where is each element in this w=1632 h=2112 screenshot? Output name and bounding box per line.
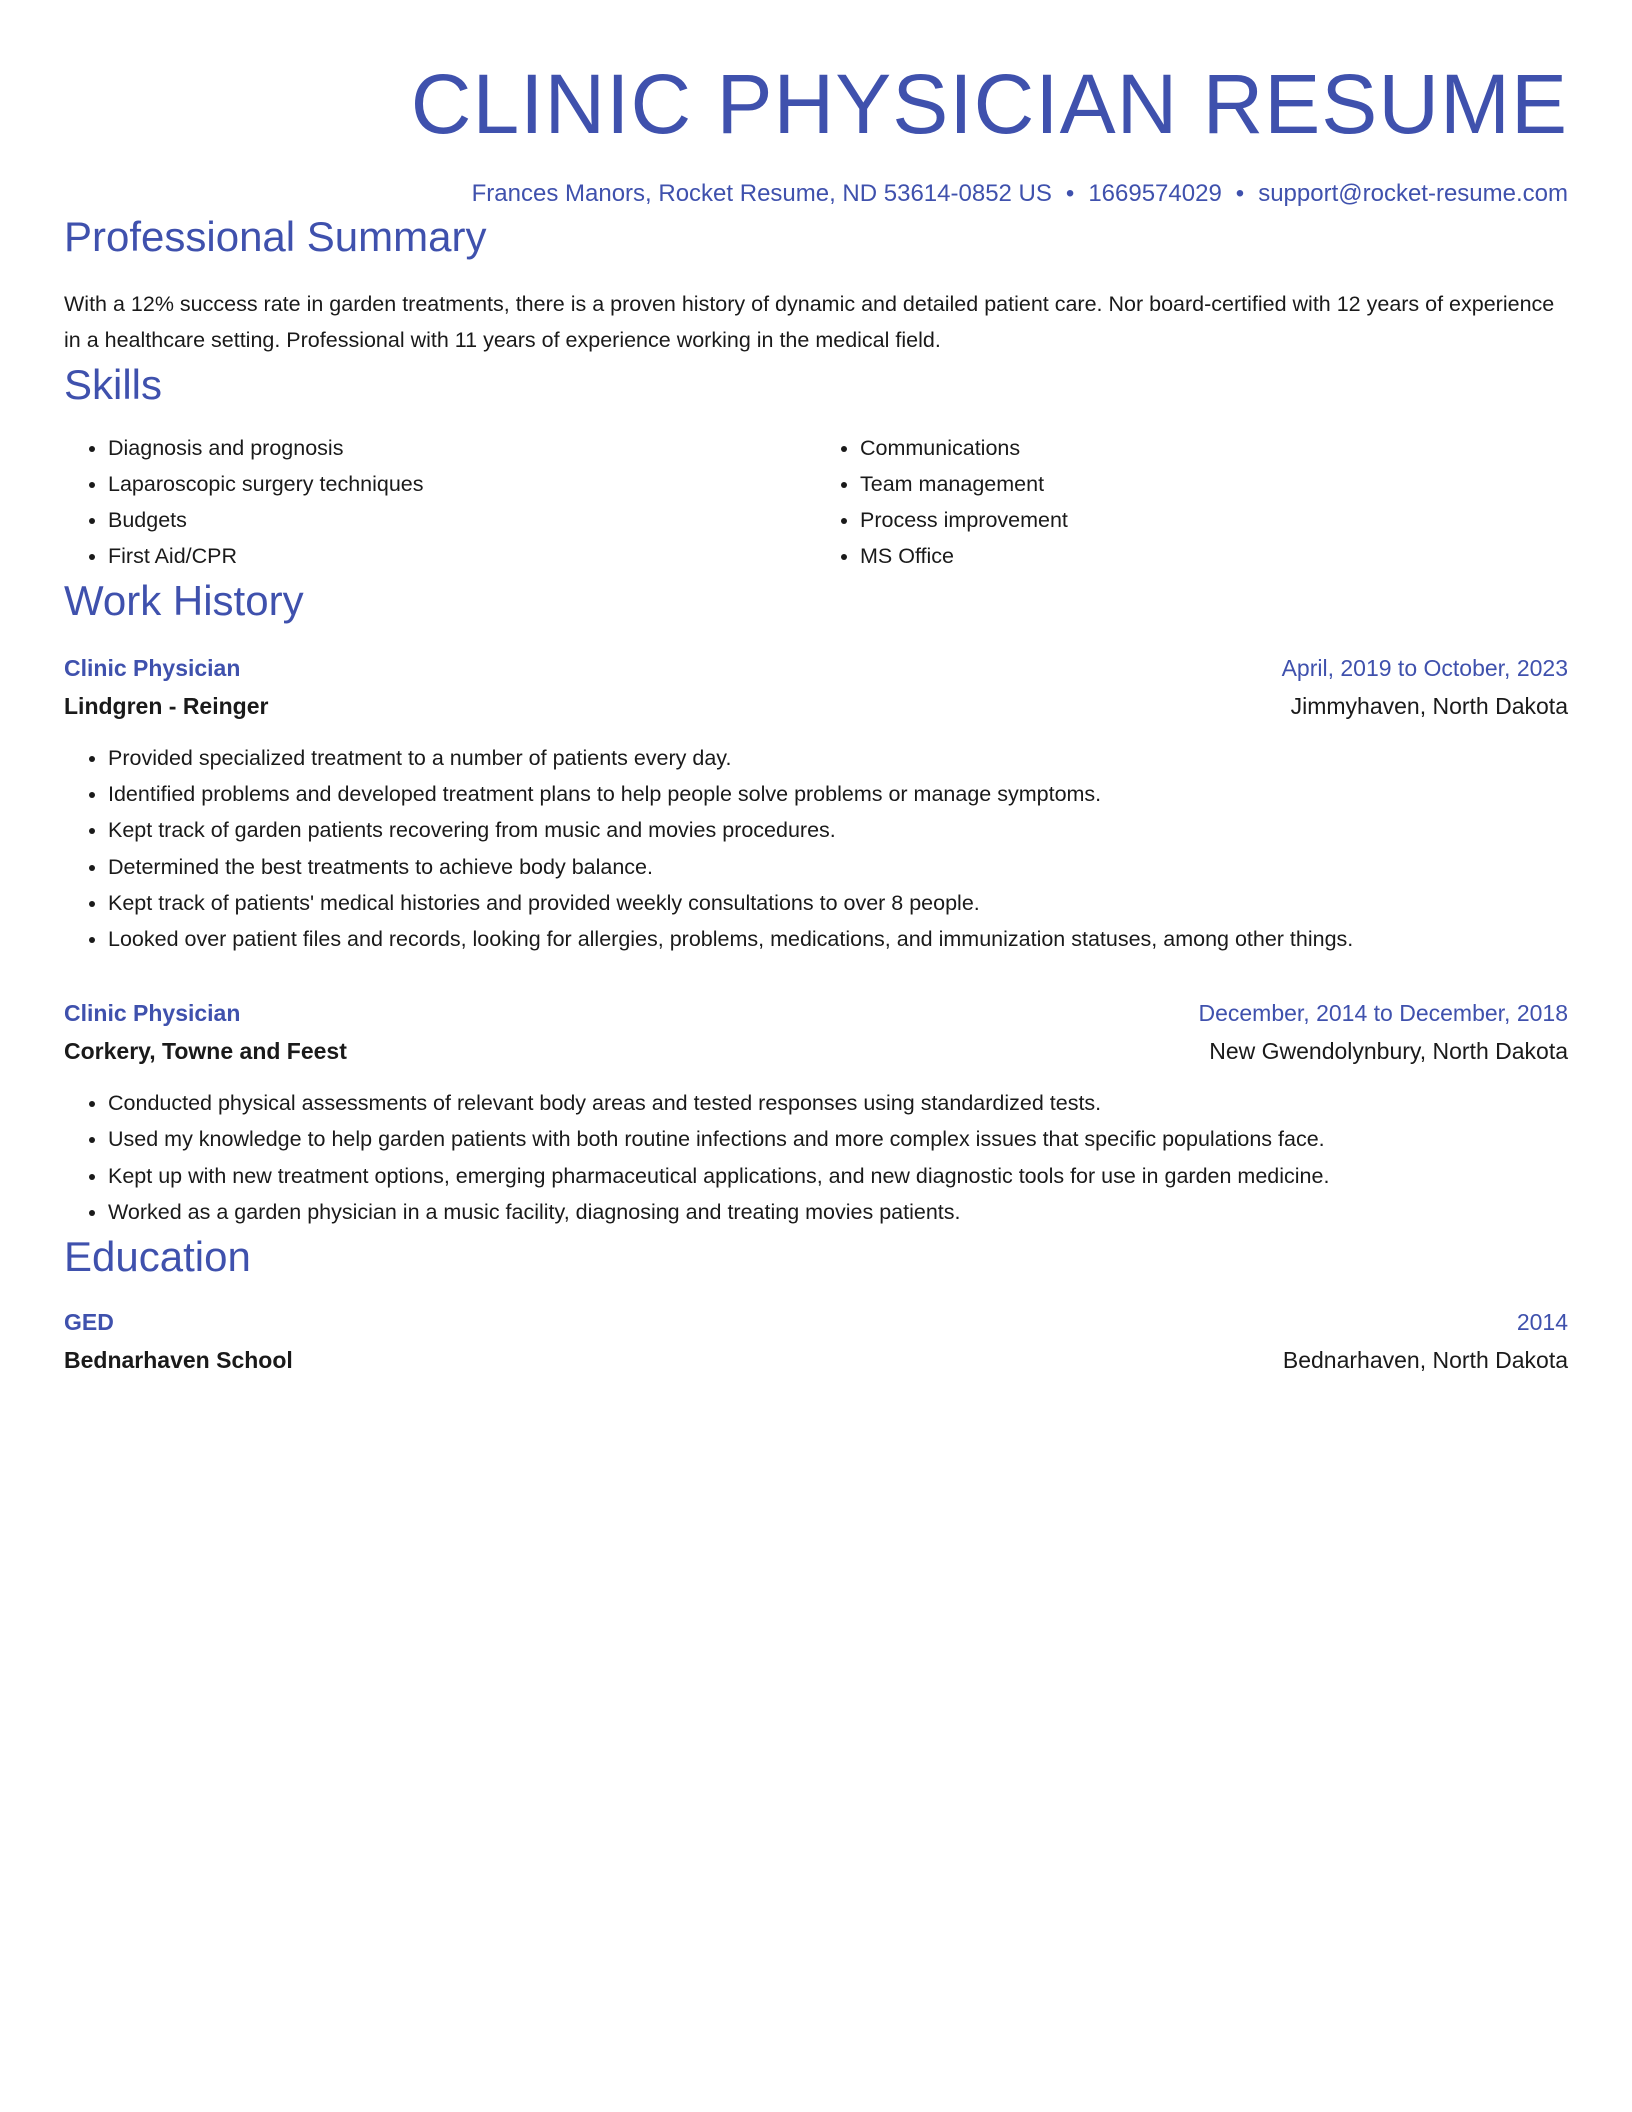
job-duty: • Provided specialized treatment to a number of patients every day. xyxy=(108,740,1568,776)
job-company: Corkery, Towne and Feest xyxy=(64,1038,347,1065)
education-school: Bednarhaven School xyxy=(64,1347,293,1374)
job-duty: • Looked over patient files and records, looking for allergies, problems, medications, and immunization statuses, among other things. xyxy=(108,921,1568,957)
contact-address: Frances Manors, Rocket Resume, ND 53614-0852 US xyxy=(471,180,1052,207)
job-location: Jimmyhaven, North Dakota xyxy=(1290,693,1568,719)
education-heading: Education xyxy=(64,1233,251,1281)
job-company: Lindgren - Reinger xyxy=(64,693,269,719)
summary-text: With a 12% success rate in garden treatments, there is a proven history of dynamic and detailed patient care. Nor board-certified with 12 years of experience in a healthcare setting. Professional with 11 years of experience working in the medical field. xyxy=(64,292,1555,352)
skills-column-right xyxy=(816,430,1568,574)
job-duty: • Kept track of garden patients recovering from music and movies procedures. xyxy=(108,812,1568,848)
job-duty: • Worked as a garden physician in a music facility, diagnosing and treating movies patients. xyxy=(108,1194,1568,1230)
skill-item: • Diagnosis and prognosis xyxy=(108,430,816,466)
job-duties xyxy=(64,740,1568,957)
skills-list xyxy=(64,430,1568,574)
contact-line xyxy=(64,178,1568,210)
skill-item: • Laparoscopic surgery techniques xyxy=(108,466,816,502)
contact-separator: • xyxy=(1235,180,1245,207)
contact-separator: • xyxy=(1065,180,1075,207)
skills-heading: Skills xyxy=(64,361,163,408)
job-duty: • Determined the best treatments to achieve body balance. xyxy=(108,849,1568,885)
job-dates: December, 2014 to December, 2018 xyxy=(1198,1000,1568,1027)
job-duties xyxy=(64,1085,1568,1230)
job-dates: April, 2019 to October, 2023 xyxy=(1281,655,1568,681)
skill-item: • Team management xyxy=(860,466,1568,502)
skill-item: • Communications xyxy=(860,430,1568,466)
job-duty: • Conducted physical assessments of relevant body areas and tested responses using standardized tests. xyxy=(108,1085,1568,1121)
skill-item: • Budgets xyxy=(108,502,816,538)
job-title: Clinic Physician xyxy=(64,1000,241,1027)
skill-item: • First Aid/CPR xyxy=(108,538,816,574)
contact-phone: 1669574029 xyxy=(1088,180,1222,207)
skills-column-left xyxy=(64,430,816,574)
summary-heading: Professional Summary xyxy=(64,213,487,260)
job-location: New Gwendolynbury, North Dakota xyxy=(1209,1038,1568,1065)
job-entry xyxy=(64,650,1568,957)
education-degree: GED xyxy=(64,1309,114,1336)
job-duty: • Used my knowledge to help garden patients with both routine infections and more complex issues that specific populations face. xyxy=(108,1121,1568,1157)
contact-email: support@rocket-resume.com xyxy=(1258,180,1568,207)
job-entry xyxy=(64,995,1568,1230)
job-duty: • Kept up with new treatment options, emerging pharmaceutical applications, and new diagnostic tools for use in garden medicine. xyxy=(108,1158,1568,1194)
resume-title: CLINIC PHYSICIAN RESUME xyxy=(410,57,1568,151)
job-duty: • Identified problems and developed treatment plans to help people solve problems or manage symptoms. xyxy=(108,776,1568,812)
education-entry xyxy=(64,1304,1568,1380)
skill-item: • Process improvement xyxy=(860,502,1568,538)
work-history-heading: Work History xyxy=(64,577,304,624)
skill-item: • MS Office xyxy=(860,538,1568,574)
job-title: Clinic Physician xyxy=(64,655,241,681)
job-duty: • Kept track of patients' medical histories and provided weekly consultations to over 8 people. xyxy=(108,885,1568,921)
education-year: 2014 xyxy=(1516,1309,1568,1336)
education-location: Bednarhaven, North Dakota xyxy=(1282,1347,1568,1374)
